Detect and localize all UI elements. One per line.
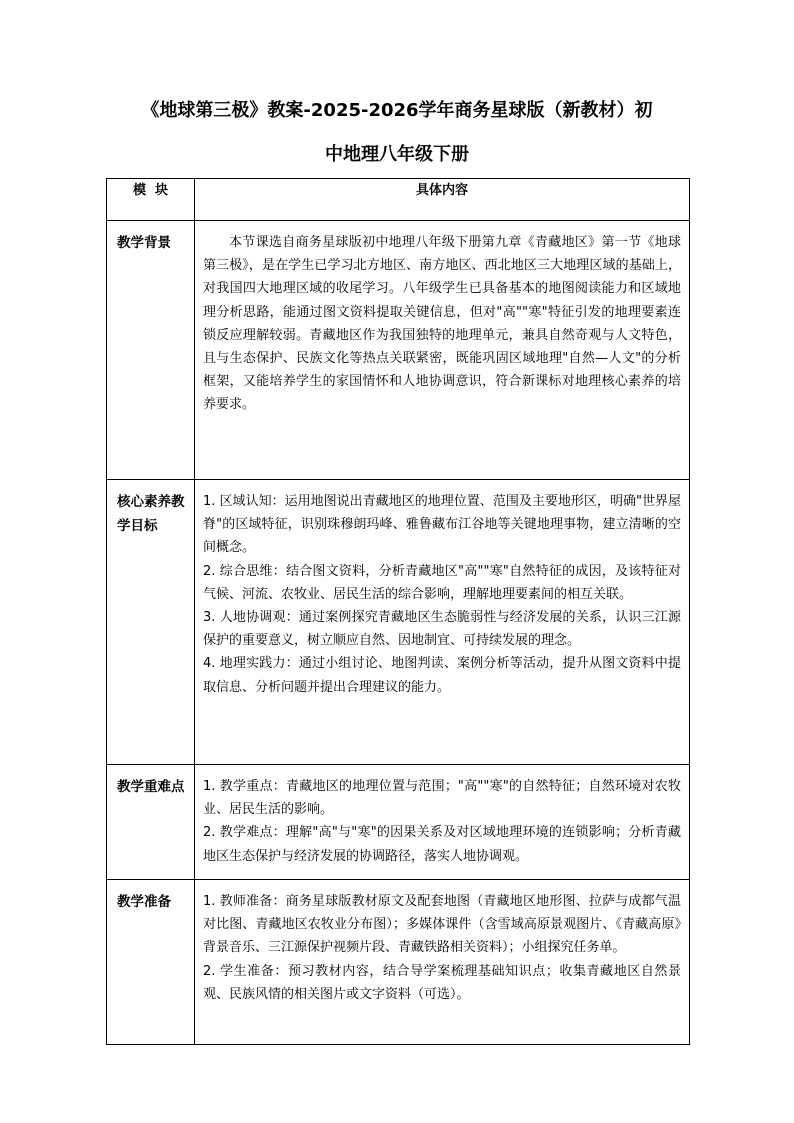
row-content-preparation [195, 880, 690, 1045]
objective-item-4: 4. 地理实践力：通过小组讨论、地图判读、案例分析等活动，提升从图文资料中提取信息、分析问题并提出合理建议的能力。 [203, 656, 681, 695]
row-content-key-points [195, 765, 690, 880]
preparation-item-2: 2. 学生准备：预习教材内容，结合导学案梳理基础知识点；收集青藏地区自然景观、民族风情的相关图片或文字资料（可选）。 [203, 963, 681, 1002]
table-row-key-points [107, 765, 690, 880]
objective-item-3: 3. 人地协调观：通过案例探究青藏地区生态脆弱性与经济发展的关系，认识三江源保护的重要意义，树立顺应自然、因地制宜、可持续发展的理念。 [203, 610, 681, 649]
row-label-objectives: 核心素养教学目标 [107, 480, 195, 765]
row-content-objectives [195, 480, 690, 765]
key-point-item-1: 1. 教学重点：青藏地区的地理位置与范围；"高""寒"的自然特征；自然环境对农牧业、居民生活的影响。 [203, 779, 681, 818]
row-label-preparation: 教学准备 [107, 880, 195, 1045]
row-label-background: 教学背景 [107, 221, 195, 480]
document-title-line-1: 《地球第三极》教案-2025-2026学年商务星球版（新教材）初 [141, 100, 653, 121]
table-row-objectives [107, 480, 690, 765]
objective-item-2: 2. 综合思维：结合图文资料，分析青藏地区"高""寒"自然特征的成因，及该特征对气候、河流、农牧业、居民生活的综合影响，理解地理要素间的相互关联。 [203, 563, 681, 602]
row-label-key-points: 教学重难点 [107, 765, 195, 880]
lesson-plan-table [106, 178, 690, 1045]
objective-item-1: 1. 区域认知：运用地图说出青藏地区的地理位置、范围及主要地形区，明确"世界屋脊"的区域特征，识别珠穆朗玛峰、雅鲁藏布江谷地等关键地理事物，建立清晰的空间概念。 [203, 494, 681, 556]
row-content-background [195, 221, 690, 480]
document-title-line-2: 中地理八年级下册 [325, 144, 469, 165]
table-row-background [107, 221, 690, 480]
table-header-row [107, 179, 690, 221]
header-module: 模 块 [107, 179, 195, 221]
background-paragraph: 本节课选自商务星球版初中地理八年级下册第九章《青藏地区》第一节《地球第三极》，是在学生已学习北方地区、南方地区、西北地区三大地理区域的基础上，对我国四大地理区域的收尾学习。八年级学生已具备基本的地图阅读能力和区域地理分析思路，能通过图文资料提取关键信息，但对"高""寒"特征引发的地理要素连锁反应理解较弱。青藏地区作为我国独特的地理单元，兼具自然奇观与人文特色，且与生态保护、民族文化等热点关联紧密，既能巩固区域地理"自然—人文"的分析框架，又能培养学生的家国情怀和人地协调意识，符合新课标对地理核心素养的培养要求。 [203, 235, 681, 413]
table-row-preparation [107, 880, 690, 1045]
header-content: 具体内容 [195, 179, 690, 221]
key-point-item-2: 2. 教学难点：理解"高"与"寒"的因果关系及对区域地理环境的连锁影响；分析青藏地区生态保护与经济发展的协调路径，落实人地协调观。 [203, 825, 681, 864]
preparation-item-1: 1. 教师准备：商务星球版教材原文及配套地图（青藏地区地形图、拉萨与成都气温对比图、青藏地区农牧业分布图）；多媒体课件（含雪域高原景观图片、《青藏高原》背景音乐、三江源保护视频片段、青藏铁路相关资料）；小组探究任务单。 [203, 894, 681, 956]
